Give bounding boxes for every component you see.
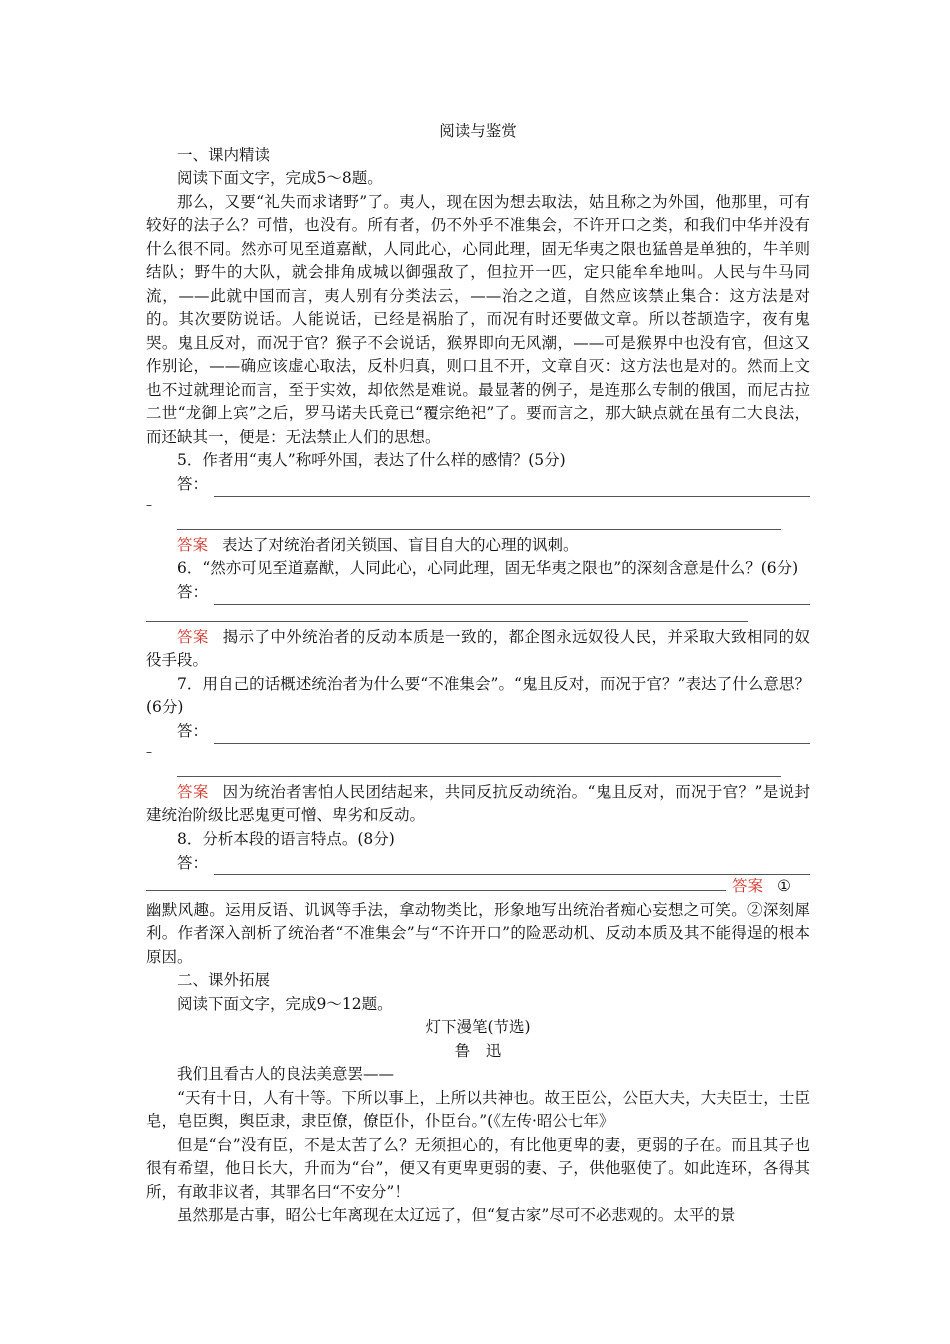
answer-rule-2 xyxy=(177,513,781,530)
section-instruction-1: 阅读下面文字，完成5～8题。 xyxy=(177,169,383,187)
answer-label: 答案 xyxy=(177,627,209,646)
answer-5-text: 表达了对统治者闭关锁国、盲目自大的心理的讽刺。 xyxy=(221,535,579,554)
answer-rule-inline xyxy=(146,878,726,891)
answer-8-text: 幽默风趣。运用反语、讥讽等手法，拿动物类比，形象地写出统治者痴心妄想之可笑。②深刻犀利。作者深入剖析了统治者“不准集会”与“不许开口”的险恶动机、反动本质及其不能得逞的根本原因。 xyxy=(146,900,810,966)
answer-label: 答案 xyxy=(177,535,209,554)
dash-mark: – xyxy=(146,497,152,512)
answer-label: 答案 xyxy=(732,877,764,895)
answer-6 xyxy=(146,626,810,673)
answer-prefix: 答： xyxy=(177,853,209,872)
answer-line-8[interactable] xyxy=(146,851,810,875)
answer-prefix: 答： xyxy=(177,722,209,740)
dash-mark: – xyxy=(146,744,152,759)
article-paragraph-1: 我们且看古人的良法美意罢—— xyxy=(177,1065,395,1083)
section-heading-1: 一、课内精读 xyxy=(177,145,271,164)
article-paragraph-3: 但是“台”没有臣，不是太苦了么？无须担心的，有比他更卑的妻，更弱的子在。而且其子也很有希望，他日长大，升而为“台”，便又有更卑更弱的妻、子，供他驱使了。如此连环，各得其所，有敢非议者，其罪名曰“不安分”！ xyxy=(146,1135,810,1201)
article-author: 鲁 迅 xyxy=(454,1041,502,1060)
answer-prefix: 答： xyxy=(177,475,209,493)
page-title: 阅读与鉴赏 xyxy=(439,122,517,140)
answer-8-first: ① xyxy=(776,877,791,895)
answer-6-text: 揭示了中外统治者的反动本质是一致的，都企图永远奴役人民，并采取大致相同的奴役手段。 xyxy=(146,627,810,669)
answer-rule xyxy=(214,590,810,605)
answer-line-7[interactable] xyxy=(146,720,810,744)
answer-5 xyxy=(146,534,810,558)
article-title: 灯下漫笔(节选) xyxy=(425,1018,531,1036)
article-paragraph-2: “天有十日，人有十等。下所以事上，上所以共神也。故王臣公，公臣大夫，大夫臣士，士臣皂，皂臣舆，舆臣隶，隶臣僚，僚臣仆，仆臣台。”(《左传·昭公七年》 xyxy=(146,1088,810,1130)
section-heading-2: 二、课外拓展 xyxy=(177,971,271,989)
answer-rule-2 xyxy=(146,605,748,622)
section-instruction-2: 阅读下面文字，完成9～12题。 xyxy=(177,994,393,1013)
answer-rule-2 xyxy=(177,760,781,777)
answer-7 xyxy=(146,781,810,828)
answer-7-text: 因为统治者害怕人民团结起来，共同反抗反动统治。“鬼且反对，而况于官？”是说封建统治阶级比恶鬼更可憎、卑劣和反动。 xyxy=(146,782,810,824)
document-page xyxy=(146,120,810,1228)
article-paragraph-4: 虽然那是古事，昭公七年离现在太辽远了，但“复古家”尽可不必悲观的。太平的景 xyxy=(177,1206,736,1224)
answer-8-line xyxy=(146,875,810,899)
answer-line-5[interactable] xyxy=(146,473,810,497)
answer-rule xyxy=(214,482,810,497)
question-5: 5．作者用“夷人”称呼外国，表达了什么样的感情？(5分) xyxy=(177,451,566,469)
answer-rule xyxy=(214,729,810,744)
answer-label: 答案 xyxy=(177,782,209,801)
question-7: 7．用自己的话概述统治者为什么要“不准集会”。“鬼且反对，而况于官？”表达了什么意思？(6分) xyxy=(146,674,810,716)
passage-text: 那么，又要“礼失而求诸野”了。夷人，现在因为想去取法，姑且称之为外国，他那里，可有较好的法子么？可惜，也没有。所有者，仍不外乎不准集会，不许开口之类，和我们中华并没有什么很不同。然亦可见至道嘉猷，人同此心，心同此理，固无华夷之限也猛兽是单独的，牛羊则结队；野牛的大队，就会排角成城以御强敌了，但拉开一匹，定只能牟牟地叫。人民与牛马同流，——此就中国而言，夷人别有分类法云，——治之之道，自然应该禁止集合：这方法是对的。其次要防说话。人能说话，已经是祸胎了，而况有时还要做文章。所以苍颉造字，夜有鬼哭。鬼且反对，而况于官？猴子不会说话，猴界即向无风潮，——可是猴界中也没有官，但这又作别论，——确应该虚心取法，反朴归真，则口且不开，文章自灭：这方法也是对的。然而上文也不过就理论而言，至于实效，却依然是难说。最显著的例子，是连那么专制的俄国，而尼古拉二世“龙御上宾”之后，罗马诺夫氏竟已“覆宗绝祀”了。要而言之，那大缺点就在虽有二大良法，而还缺其一，便是：无法禁止人们的思想。 xyxy=(146,192,810,446)
question-6: 6．“然亦可见至道嘉猷，人同此心，心同此理，固无华夷之限也”的深刻含意是什么？(6分) xyxy=(177,559,799,577)
answer-prefix: 答： xyxy=(177,583,209,601)
answer-line-6[interactable] xyxy=(146,581,810,605)
question-8: 8．分析本段的语言特点。(8分) xyxy=(177,829,395,848)
answer-rule xyxy=(214,860,810,875)
